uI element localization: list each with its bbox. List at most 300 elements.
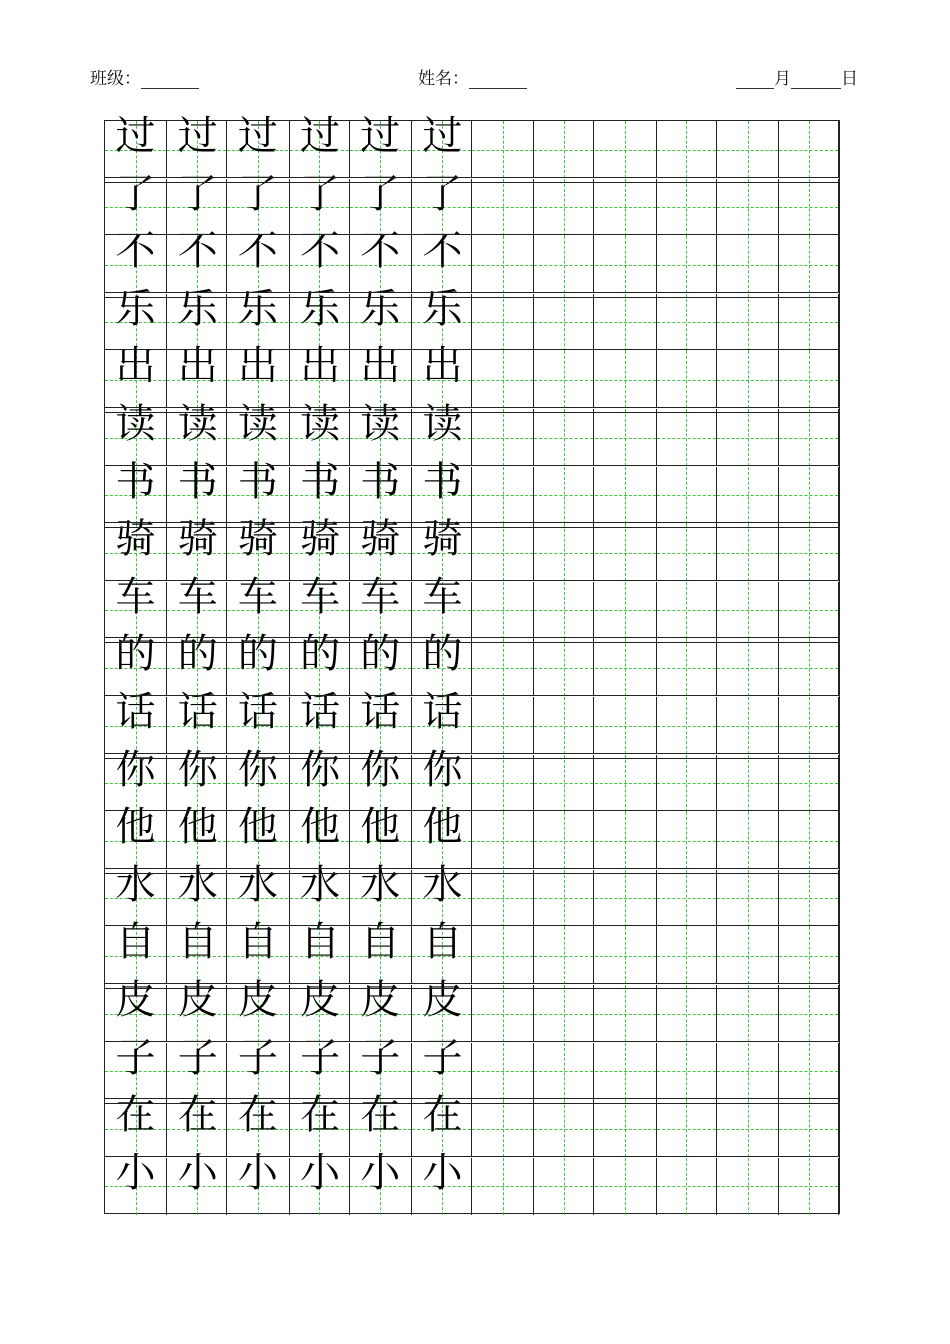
- model-character: 不: [360, 228, 401, 275]
- horizontal-guide-line: [657, 207, 716, 208]
- blank-practice-cell[interactable]: [717, 236, 778, 293]
- blank-practice-cell[interactable]: [533, 236, 594, 293]
- model-character: 车: [360, 573, 401, 620]
- horizontal-guide-line: [657, 783, 716, 784]
- blank-practice-cell[interactable]: [656, 985, 717, 1042]
- blank-practice-cell[interactable]: [778, 870, 839, 927]
- horizontal-guide-line: [472, 1014, 533, 1015]
- model-character: 乐: [300, 285, 341, 332]
- blank-practice-cell[interactable]: [778, 812, 839, 869]
- blank-practice-cell[interactable]: [472, 985, 533, 1042]
- model-character: 书: [360, 458, 401, 505]
- horizontal-guide-line: [472, 553, 533, 554]
- day-label: 日: [841, 69, 858, 89]
- blank-practice-cell[interactable]: [533, 121, 594, 178]
- horizontal-guide-line: [472, 668, 533, 669]
- model-character: 的: [177, 631, 218, 678]
- model-character: 在: [237, 1092, 278, 1139]
- blank-practice-cell[interactable]: [595, 812, 656, 869]
- blank-practice-cell[interactable]: [656, 467, 717, 524]
- blank-practice-cell[interactable]: [717, 524, 778, 581]
- blank-practice-cell[interactable]: [533, 1158, 594, 1215]
- blank-practice-cell[interactable]: [717, 351, 778, 408]
- horizontal-guide-line: [779, 610, 838, 611]
- blank-practice-cell[interactable]: [717, 755, 778, 812]
- blank-practice-cell[interactable]: [717, 1100, 778, 1157]
- horizontal-guide-line: [779, 1129, 838, 1130]
- blank-practice-cell[interactable]: [778, 639, 839, 696]
- model-character: 你: [300, 746, 341, 793]
- blank-practice-cell[interactable]: [778, 179, 839, 236]
- blank-practice-cell[interactable]: [595, 1043, 656, 1100]
- model-character: 子: [360, 1034, 401, 1081]
- blank-practice-cell[interactable]: [472, 294, 533, 351]
- model-character: 读: [422, 401, 463, 447]
- model-character: 自: [360, 919, 401, 966]
- horizontal-guide-line: [657, 956, 716, 957]
- horizontal-guide-line: [472, 495, 533, 496]
- horizontal-guide-line: [472, 1129, 533, 1130]
- horizontal-guide-line: [595, 668, 656, 669]
- horizontal-guide-line: [595, 553, 656, 554]
- blank-practice-cell[interactable]: [717, 467, 778, 524]
- model-character: 乐: [177, 285, 218, 332]
- horizontal-guide-line: [657, 380, 716, 381]
- blank-practice-cell[interactable]: [778, 927, 839, 984]
- model-character: 子: [300, 1034, 341, 1081]
- blank-practice-cell[interactable]: [472, 755, 533, 812]
- horizontal-guide-line: [779, 322, 838, 323]
- horizontal-guide-line: [717, 438, 778, 439]
- model-character: 不: [237, 228, 278, 275]
- row-separator: [105, 407, 839, 413]
- horizontal-guide-line: [779, 150, 838, 151]
- horizontal-guide-line: [595, 898, 656, 899]
- horizontal-guide-line: [595, 956, 656, 957]
- blank-practice-cell[interactable]: [472, 639, 533, 696]
- model-character: 他: [360, 804, 401, 851]
- horizontal-guide-line: [472, 322, 533, 323]
- row-separator: [105, 1156, 839, 1157]
- model-character: 的: [300, 631, 341, 678]
- blank-practice-cell[interactable]: [533, 697, 594, 754]
- horizontal-guide-line: [534, 898, 593, 899]
- horizontal-guide-line: [779, 553, 838, 554]
- horizontal-guide-line: [534, 1071, 593, 1072]
- model-character-cell: [105, 1149, 166, 1215]
- horizontal-guide-line: [717, 322, 778, 323]
- blank-practice-cell[interactable]: [472, 236, 533, 293]
- blank-practice-cell[interactable]: [778, 1043, 839, 1100]
- horizontal-guide-line: [779, 380, 838, 381]
- blank-practice-cell[interactable]: [472, 697, 533, 754]
- model-character: 水: [237, 861, 278, 908]
- row-separator: [105, 177, 839, 183]
- name-field[interactable]: [418, 64, 527, 89]
- model-character: 乐: [237, 285, 278, 332]
- model-character: 你: [360, 746, 401, 793]
- blank-practice-cell[interactable]: [595, 582, 656, 639]
- horizontal-guide-line: [779, 783, 838, 784]
- model-character: 出: [115, 343, 156, 390]
- class-field[interactable]: [90, 64, 199, 89]
- blank-practice-cell[interactable]: [778, 351, 839, 408]
- blank-practice-cell[interactable]: [472, 179, 533, 236]
- model-character: 子: [177, 1034, 218, 1081]
- model-character: 骑: [300, 516, 341, 563]
- horizontal-guide-line: [717, 956, 778, 957]
- blank-practice-cell[interactable]: [717, 121, 778, 178]
- model-character: 读: [115, 401, 156, 447]
- day-blank[interactable]: [791, 72, 841, 89]
- blank-practice-cell[interactable]: [472, 409, 533, 466]
- blank-practice-cell[interactable]: [472, 467, 533, 524]
- model-character: 车: [422, 573, 463, 620]
- blank-practice-cell[interactable]: [778, 409, 839, 466]
- blank-practice-cell[interactable]: [472, 1100, 533, 1157]
- horizontal-guide-line: [779, 726, 838, 727]
- row-separator: [105, 522, 839, 528]
- blank-practice-cell[interactable]: [656, 755, 717, 812]
- blank-practice-cell[interactable]: [533, 179, 594, 236]
- blank-practice-cell[interactable]: [778, 236, 839, 293]
- horizontal-guide-line: [595, 1129, 656, 1130]
- horizontal-guide-line: [779, 265, 838, 266]
- horizontal-guide-line: [472, 150, 533, 151]
- blank-practice-cell[interactable]: [656, 697, 717, 754]
- blank-practice-cell[interactable]: [656, 639, 717, 696]
- blank-practice-cell[interactable]: [472, 927, 533, 984]
- blank-practice-cell[interactable]: [472, 524, 533, 581]
- month-label: 月: [774, 69, 791, 89]
- model-character: 乐: [360, 285, 401, 332]
- blank-practice-cell[interactable]: [656, 927, 717, 984]
- horizontal-guide-line: [595, 783, 656, 784]
- blank-practice-cell[interactable]: [533, 294, 594, 351]
- model-character: 皮: [237, 977, 278, 1023]
- model-character: 了: [422, 170, 463, 217]
- horizontal-guide-line: [657, 726, 716, 727]
- blank-practice-cell[interactable]: [595, 639, 656, 696]
- blank-practice-cell[interactable]: [717, 179, 778, 236]
- horizontal-guide-line: [534, 1129, 593, 1130]
- blank-practice-cell[interactable]: [533, 812, 594, 869]
- name-blank[interactable]: [469, 72, 527, 89]
- model-character: 他: [237, 804, 278, 851]
- horizontal-guide-line: [717, 553, 778, 554]
- horizontal-guide-line: [779, 207, 838, 208]
- horizontal-guide-line: [472, 1186, 533, 1187]
- horizontal-guide-line: [779, 495, 838, 496]
- blank-practice-cell[interactable]: [656, 236, 717, 293]
- blank-practice-cell[interactable]: [778, 1158, 839, 1215]
- blank-practice-cell[interactable]: [533, 1043, 594, 1100]
- horizontal-guide-line: [657, 1014, 716, 1015]
- row-separator: [105, 868, 839, 874]
- model-character: 皮: [177, 977, 218, 1023]
- blank-practice-cell[interactable]: [533, 351, 594, 408]
- blank-practice-cell[interactable]: [778, 121, 839, 178]
- blank-practice-cell[interactable]: [717, 697, 778, 754]
- blank-practice-cell[interactable]: [533, 582, 594, 639]
- horizontal-guide-line: [595, 841, 656, 842]
- horizontal-guide-line: [595, 438, 656, 439]
- horizontal-guide-line: [717, 610, 778, 611]
- blank-practice-cell[interactable]: [656, 179, 717, 236]
- model-character: 不: [422, 228, 463, 275]
- horizontal-guide-line: [534, 553, 593, 554]
- month-blank[interactable]: [736, 72, 774, 89]
- model-character: 书: [422, 458, 463, 505]
- blank-practice-cell[interactable]: [717, 409, 778, 466]
- model-character: 过: [422, 113, 463, 159]
- blank-practice-cell[interactable]: [595, 467, 656, 524]
- blank-practice-cell[interactable]: [595, 927, 656, 984]
- blank-practice-cell[interactable]: [717, 985, 778, 1042]
- horizontal-guide-line: [595, 495, 656, 496]
- blank-practice-cell[interactable]: [656, 870, 717, 927]
- horizontal-guide-line: [595, 1071, 656, 1072]
- blank-practice-cell[interactable]: [595, 755, 656, 812]
- blank-practice-cell[interactable]: [595, 121, 656, 178]
- model-character: 出: [237, 343, 278, 390]
- blank-practice-cell[interactable]: [472, 121, 533, 178]
- model-character: 小: [237, 1149, 278, 1196]
- blank-practice-cell[interactable]: [533, 1100, 594, 1157]
- blank-practice-cell[interactable]: [778, 294, 839, 351]
- model-character: 话: [422, 689, 463, 735]
- model-character: 过: [115, 113, 156, 159]
- horizontal-guide-line: [472, 898, 533, 899]
- model-character: 在: [422, 1092, 463, 1139]
- model-character: 了: [115, 170, 156, 217]
- blank-practice-cell[interactable]: [717, 870, 778, 927]
- model-character: 你: [177, 746, 218, 793]
- model-character: 话: [177, 689, 218, 735]
- model-character: 在: [360, 1092, 401, 1139]
- blank-practice-cell[interactable]: [595, 1158, 656, 1215]
- horizontal-guide-line: [595, 1186, 656, 1187]
- blank-practice-cell[interactable]: [717, 639, 778, 696]
- blank-practice-cell[interactable]: [595, 1100, 656, 1157]
- horizontal-guide-line: [472, 265, 533, 266]
- model-character: 皮: [422, 977, 463, 1023]
- row-separator: [105, 1098, 839, 1104]
- horizontal-guide-line: [595, 150, 656, 151]
- model-character: 子: [237, 1034, 278, 1081]
- horizontal-guide-line: [534, 783, 593, 784]
- row-separator: [105, 1041, 839, 1042]
- blank-practice-cell[interactable]: [472, 351, 533, 408]
- model-character: 了: [360, 170, 401, 217]
- blank-practice-cell[interactable]: [656, 1043, 717, 1100]
- model-character: 小: [422, 1149, 463, 1196]
- class-blank[interactable]: [141, 72, 199, 89]
- horizontal-guide-line: [779, 1071, 838, 1072]
- model-character: 话: [300, 689, 341, 735]
- blank-practice-cell[interactable]: [595, 294, 656, 351]
- model-character: 你: [115, 746, 156, 793]
- model-character: 你: [422, 746, 463, 793]
- blank-practice-cell[interactable]: [778, 697, 839, 754]
- blank-practice-cell[interactable]: [533, 409, 594, 466]
- model-character: 出: [177, 343, 218, 390]
- blank-practice-cell[interactable]: [778, 467, 839, 524]
- horizontal-guide-line: [779, 898, 838, 899]
- row-separator: [105, 695, 839, 696]
- blank-practice-cell[interactable]: [595, 985, 656, 1042]
- model-character: 车: [177, 573, 218, 620]
- blank-practice-cell[interactable]: [533, 870, 594, 927]
- blank-practice-cell[interactable]: [595, 524, 656, 581]
- model-character-cell: [350, 1149, 411, 1215]
- name-label: 姓名：: [418, 69, 469, 89]
- horizontal-guide-line: [779, 841, 838, 842]
- horizontal-guide-line: [472, 438, 533, 439]
- horizontal-guide-line: [595, 322, 656, 323]
- blank-practice-cell[interactable]: [595, 697, 656, 754]
- blank-practice-cell[interactable]: [656, 409, 717, 466]
- horizontal-guide-line: [717, 783, 778, 784]
- horizontal-guide-line: [657, 841, 716, 842]
- horizontal-guide-line: [472, 610, 533, 611]
- horizontal-guide-line: [657, 1129, 716, 1130]
- horizontal-guide-line: [717, 495, 778, 496]
- model-character: 他: [300, 804, 341, 851]
- blank-practice-cell[interactable]: [717, 1158, 778, 1215]
- blank-practice-cell[interactable]: [717, 1043, 778, 1100]
- model-character: 读: [177, 401, 218, 447]
- model-character: 书: [177, 458, 218, 505]
- blank-practice-cell[interactable]: [656, 812, 717, 869]
- model-character: 不: [115, 228, 156, 275]
- model-character: 骑: [177, 516, 218, 563]
- blank-practice-cell[interactable]: [533, 755, 594, 812]
- model-character: 自: [422, 919, 463, 966]
- model-character: 他: [177, 804, 218, 851]
- blank-practice-cell[interactable]: [717, 927, 778, 984]
- blank-practice-cell[interactable]: [533, 524, 594, 581]
- blank-practice-cell[interactable]: [472, 870, 533, 927]
- model-character: 小: [115, 1149, 156, 1196]
- horizontal-guide-line: [717, 1186, 778, 1187]
- blank-practice-cell[interactable]: [778, 524, 839, 581]
- horizontal-guide-line: [717, 265, 778, 266]
- blank-practice-cell[interactable]: [717, 294, 778, 351]
- model-character: 过: [360, 113, 401, 159]
- horizontal-guide-line: [472, 726, 533, 727]
- blank-practice-cell[interactable]: [778, 582, 839, 639]
- horizontal-guide-line: [472, 783, 533, 784]
- blank-practice-cell[interactable]: [656, 582, 717, 639]
- model-character: 出: [422, 343, 463, 390]
- blank-practice-cell[interactable]: [656, 1158, 717, 1215]
- horizontal-guide-line: [534, 438, 593, 439]
- blank-practice-cell[interactable]: [595, 409, 656, 466]
- horizontal-guide-line: [779, 438, 838, 439]
- horizontal-guide-line: [717, 841, 778, 842]
- horizontal-guide-line: [534, 1186, 593, 1187]
- horizontal-guide-line: [657, 610, 716, 611]
- model-character: 了: [300, 170, 341, 217]
- blank-practice-cell[interactable]: [595, 870, 656, 927]
- horizontal-guide-line: [717, 150, 778, 151]
- model-character: 车: [300, 573, 341, 620]
- model-character: 车: [115, 573, 156, 620]
- blank-practice-cell[interactable]: [778, 755, 839, 812]
- horizontal-guide-line: [717, 726, 778, 727]
- model-character: 书: [237, 458, 278, 505]
- blank-practice-cell[interactable]: [533, 927, 594, 984]
- model-character: 自: [300, 919, 341, 966]
- model-character: 水: [177, 861, 218, 908]
- row-separator: [105, 810, 839, 811]
- blank-practice-cell[interactable]: [533, 639, 594, 696]
- blank-practice-cell[interactable]: [472, 582, 533, 639]
- blank-practice-cell[interactable]: [472, 1043, 533, 1100]
- model-character: 小: [300, 1149, 341, 1196]
- model-character: 他: [115, 804, 156, 851]
- blank-practice-cell[interactable]: [595, 351, 656, 408]
- model-character: 读: [300, 401, 341, 447]
- horizontal-guide-line: [595, 1014, 656, 1015]
- horizontal-guide-line: [657, 1186, 716, 1187]
- blank-practice-cell[interactable]: [717, 582, 778, 639]
- blank-practice-cell[interactable]: [472, 812, 533, 869]
- model-character: 不: [300, 228, 341, 275]
- horizontal-guide-line: [657, 495, 716, 496]
- row-separator: [105, 637, 839, 643]
- row-separator: [105, 925, 839, 926]
- blank-practice-cell[interactable]: [472, 1158, 533, 1215]
- date-field[interactable]: [736, 64, 858, 89]
- horizontal-guide-line: [472, 207, 533, 208]
- model-character: 出: [300, 343, 341, 390]
- blank-practice-cell[interactable]: [656, 1100, 717, 1157]
- horizontal-guide-line: [657, 322, 716, 323]
- row-separator: [105, 580, 839, 581]
- practice-grid: [104, 113, 840, 1214]
- blank-practice-cell[interactable]: [778, 985, 839, 1042]
- blank-practice-cell[interactable]: [595, 179, 656, 236]
- model-character: 水: [360, 861, 401, 908]
- model-character: 了: [177, 170, 218, 217]
- row-separator: [105, 234, 839, 235]
- model-character: 小: [360, 1149, 401, 1196]
- blank-practice-cell[interactable]: [533, 467, 594, 524]
- horizontal-guide-line: [534, 610, 593, 611]
- model-character: 读: [237, 401, 278, 447]
- blank-practice-cell[interactable]: [717, 812, 778, 869]
- horizontal-guide-line: [534, 726, 593, 727]
- model-character: 读: [360, 401, 401, 447]
- blank-practice-cell[interactable]: [533, 985, 594, 1042]
- model-character: 自: [177, 919, 218, 966]
- blank-practice-cell[interactable]: [656, 294, 717, 351]
- row-separator: [105, 753, 839, 759]
- blank-practice-cell[interactable]: [778, 1100, 839, 1157]
- blank-practice-cell[interactable]: [656, 351, 717, 408]
- horizontal-guide-line: [534, 380, 593, 381]
- model-character: 水: [422, 861, 463, 908]
- blank-practice-cell[interactable]: [595, 236, 656, 293]
- model-character: 骑: [115, 516, 156, 563]
- horizontal-guide-line: [534, 841, 593, 842]
- model-character: 的: [360, 631, 401, 678]
- horizontal-guide-line: [779, 956, 838, 957]
- blank-practice-cell[interactable]: [656, 121, 717, 178]
- blank-practice-cell[interactable]: [656, 524, 717, 581]
